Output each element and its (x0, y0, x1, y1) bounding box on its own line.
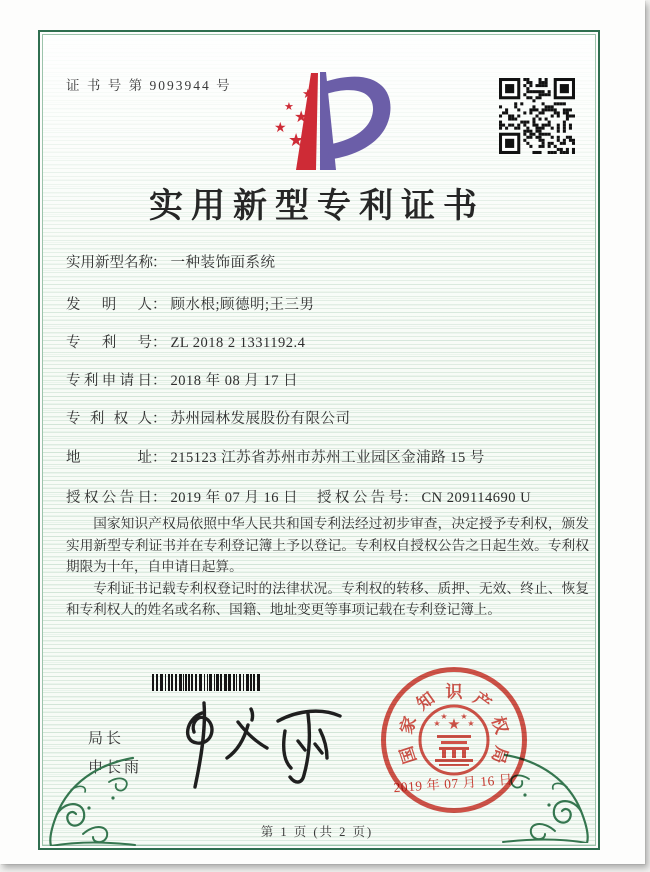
field-label: 实 用 新 型 名 称 (66, 255, 153, 271)
star-icon: ★ (284, 101, 294, 113)
field-label: 发 明 人 (66, 297, 152, 313)
field-label: 地 址 (66, 450, 152, 466)
grant-number-group (317, 486, 531, 507)
field-colon: ： (152, 373, 167, 389)
field-row-address (66, 446, 485, 467)
field-colon: ： (152, 411, 167, 427)
grant-date-value: 2019 年 07 月 16 日 (170, 490, 299, 506)
legal-text-block (66, 513, 589, 621)
star-icon: ★ (440, 712, 448, 721)
handwritten-signature-icon (172, 697, 357, 793)
field-value: 2018 年 08 月 17 日 (170, 373, 299, 389)
field-value: 215123 江苏省苏州市苏州工业园区金浦路 15 号 (170, 450, 485, 466)
seal-agency-char: 国 (396, 743, 421, 766)
field-value: 苏州园林发展股份有限公司 (170, 411, 351, 427)
grant-date-label: 授 权 公 告 日 (66, 490, 152, 506)
field-row-patent-number (66, 331, 305, 352)
seal-agency-char: 家 (396, 714, 421, 737)
field-label: 专 利 号 (66, 335, 152, 351)
seal-agency-char: 局 (487, 743, 512, 766)
field-colon: ： (152, 450, 167, 466)
certificate-title: 实用新型专利证书 (149, 188, 485, 225)
field-colon: ： (152, 335, 167, 351)
seal-agency-char: 知 (413, 688, 439, 714)
star-icon: ★ (447, 717, 461, 733)
signer-name: 申长雨 (88, 760, 143, 776)
field-value: 顾水根;顾德明;王三男 (170, 297, 315, 313)
field-colon: ： (152, 490, 167, 506)
seal-date: 2019 年 07 月 16 日 (393, 771, 514, 796)
seal-agency-char: 产 (469, 688, 495, 714)
cnipa-patent-logo-icon (256, 70, 408, 176)
star-icon: ★ (433, 719, 441, 728)
star-icon: ★ (460, 712, 468, 721)
field-colon: ： (152, 255, 167, 271)
field-row-name (66, 251, 276, 272)
grant-number-label: 授 权 公 告 号 (317, 490, 403, 506)
field-row-filing-date (66, 369, 298, 390)
grant-number-value: CN 209114690 U (421, 490, 532, 506)
star-icon: ★ (294, 109, 309, 126)
field-row-patentee (66, 407, 351, 428)
seal-agency-char: 识 (445, 682, 463, 702)
seal-agency-char: 权 (487, 714, 512, 737)
field-row-grant (66, 486, 589, 507)
legal-paragraph-1: 国家知识产权局依照中华人民共和国专利法经过初步审查，决定授予专利权，颁发实用新型专利证书并在专利登记簿上予以登记。专利权自授权公告之日起生效。专利权期限为十年，自申请日起算。 (66, 516, 589, 575)
star-icon: ★ (302, 86, 314, 101)
star-icon: ★ (288, 130, 305, 150)
field-colon: ： (152, 297, 167, 313)
star-icon: ★ (467, 719, 475, 728)
field-label: 专 利 申 请 日 (66, 373, 152, 389)
field-row-inventors (66, 293, 315, 314)
corner-flourish-icon (41, 750, 137, 846)
field-colon: ： (403, 490, 418, 506)
field-value: ZL 2018 2 1331192.4 (170, 335, 306, 351)
page-footer: 第 1 页 (共 2 页) (260, 825, 374, 839)
certificate-number: 证 书 号 第 9093944 号 (66, 78, 232, 93)
field-label: 专 利 权 人 (66, 411, 152, 427)
qr-code (499, 78, 575, 154)
field-value: 一种装饰面系统 (170, 255, 276, 271)
star-icon: ★ (274, 121, 287, 136)
barcode (152, 674, 264, 691)
signer-title: 局长 (88, 731, 125, 747)
legal-paragraph-2: 专利证书记载专利权登记时的法律状况。专利权的转移、质押、无效、终止、恢复和专利权人的姓名或名称、国籍、地址变更等事项记载在专利登记簿上。 (66, 580, 589, 618)
